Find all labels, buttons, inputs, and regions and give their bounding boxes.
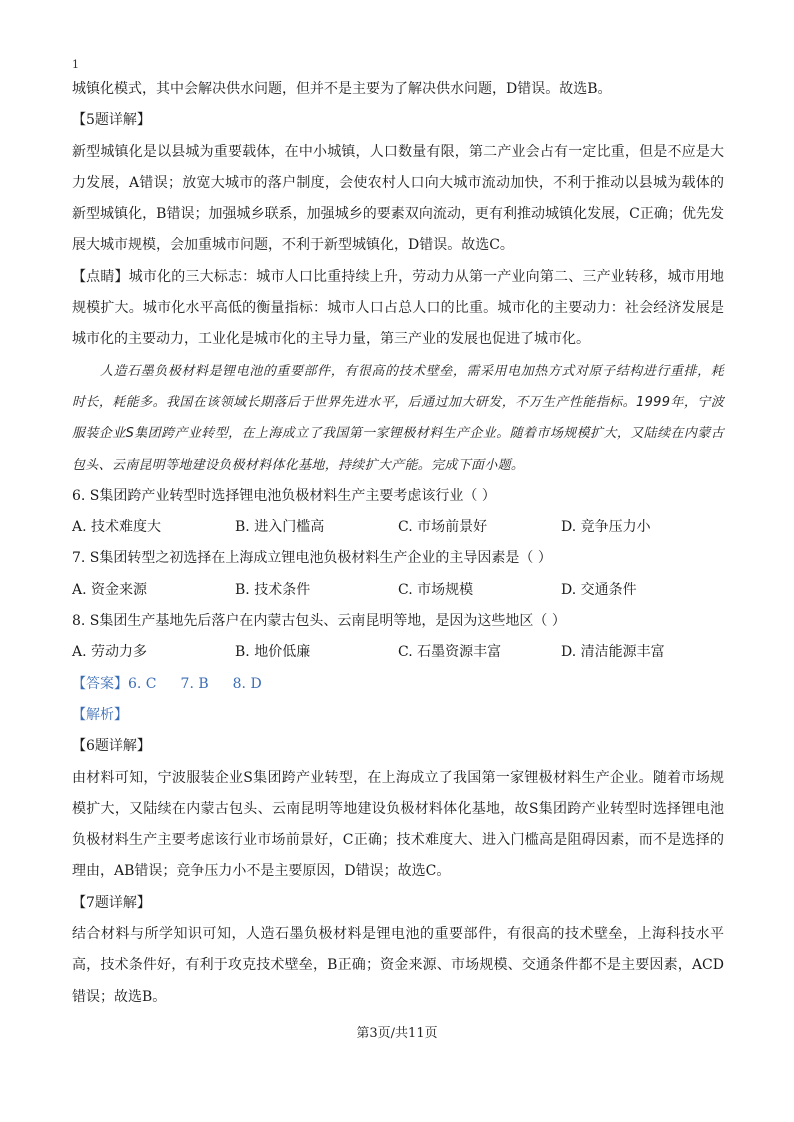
answer-6: 6. C <box>128 675 157 692</box>
option-d: D. 竞争压力小 <box>561 519 651 536</box>
option-c: C. 市场前景好 <box>398 519 488 536</box>
q6-explanation: 由材料可知，宁波服装企业S集团跨产业转型，在上海成立了我国第一家锂极材料生产企业。随着市场规模扩大，又陆续在内蒙古包头、云南昆明等地建设负极材料体化基地，故S集团跨产业转型时选择锂电池负极材料生产主要考虑该行业市场前景好，C正确；技术难度大、进入门槛高是阻碍因素，而不是选择的理由，AB错误；竞争压力小不是主要原因，D错误；故选C。 <box>72 769 724 880</box>
question-6-stem: 6. S集团跨产业转型时选择锂电池负极材料生产主要考虑该行业（ ） <box>72 487 496 504</box>
answer-tag: 【答案】 <box>72 675 128 692</box>
q6-heading: 【6题详解】 <box>72 738 151 755</box>
option-b: B. 地价低廉 <box>235 644 311 661</box>
tip-paragraph: 【点睛】城市化的三大标志：城市人口比重持续上升，劳动力从第一产业向第二、三产业转移，城市用地规模扩大。城市化水平高低的衡量指标：城市人口占总人口的比重。城市化的主要动力：社会经济发展是城市化的主要动力，工业化是城市化的主导力量，第三产业的发展也促进了城市化。 <box>72 268 724 348</box>
document-body <box>72 74 724 1013</box>
analysis-tag: 【解析】 <box>72 706 128 723</box>
answer-8: 8. D <box>232 675 262 692</box>
question-6-options <box>72 512 724 543</box>
answer-7: 7. B <box>180 675 209 692</box>
question-7-stem: 7. S集团转型之初选择在上海成立锂电池负极材料生产企业的主导因素是（ ） <box>72 550 552 567</box>
continuation-paragraph: 城镇化模式，其中会解决供水问题，但并不是主要为了解决供水问题，D错误。故选B。 <box>72 81 612 97</box>
q5-heading: 【5题详解】 <box>72 112 151 129</box>
option-d: D. 交通条件 <box>561 581 637 598</box>
option-a: A. 技术难度大 <box>72 519 162 536</box>
question-8-stem: 8. S集团生产基地先后落户在内蒙古包头、云南昆明等地，是因为这些地区（ ） <box>72 613 566 630</box>
option-b: B. 技术条件 <box>235 581 311 598</box>
page-footer: 第3页/共11页 <box>356 1026 438 1041</box>
option-d: D. 清洁能源丰富 <box>561 644 665 661</box>
option-c: C. 石墨资源丰富 <box>398 644 502 661</box>
option-a: A. 劳动力多 <box>72 644 148 661</box>
material-paragraph: 人造石墨负极材料是锂电池的重要部件，有很高的技术壁垒，需采用电加热方式对原子结构进行重排，耗时长，耗能多。我国在该领域长期落后于世界先进水平，后通过加大研发，不万生产性能指标。1999年，宁波服装企业S集团跨产业转型，在上海成立了我国第一家锂极材料生产企业。随着市场规模扩大，又陆续在内蒙古包头、云南昆明等地建设负极材料体化基地，持续扩大产能。完成下面小题。 <box>72 363 724 473</box>
option-b: B. 进入门槛高 <box>235 519 325 536</box>
option-a: A. 资金来源 <box>72 581 148 598</box>
answer-line <box>72 669 724 700</box>
page-marker: 1 <box>72 58 79 71</box>
analysis-line <box>72 700 724 731</box>
question-8-options <box>72 637 724 668</box>
q5-explanation: 新型城镇化是以县城为重要载体，在中小城镇，人口数量有限，第二产业会占有一定比重，但是不应是大力发展，A错误；放宽大城市的落户制度，会使农村人口向大城市流动加快，不利于推动以县城为载体的新型城镇化，B错误；加强城乡联系，加强城乡的要素双向流动，更有利推动城镇化发展，C正确；优先发展大城市规模，会加重城市问题，不利于新型城镇化，D错误。故选C。 <box>72 143 724 254</box>
q7-heading: 【7题详解】 <box>72 894 151 911</box>
option-c: C. 市场规模 <box>398 581 474 598</box>
question-7-options <box>72 575 724 606</box>
q7-explanation: 结合材料与所学知识可知，人造石墨负极材料是锂电池的重要部件，有很高的技术壁垒，上海科技水平高，技术条件好，有利于攻克技术壁垒，B正确；资金来源、市场规模、交通条件都不是主要因素，ACD错误；故选B。 <box>72 926 724 1005</box>
